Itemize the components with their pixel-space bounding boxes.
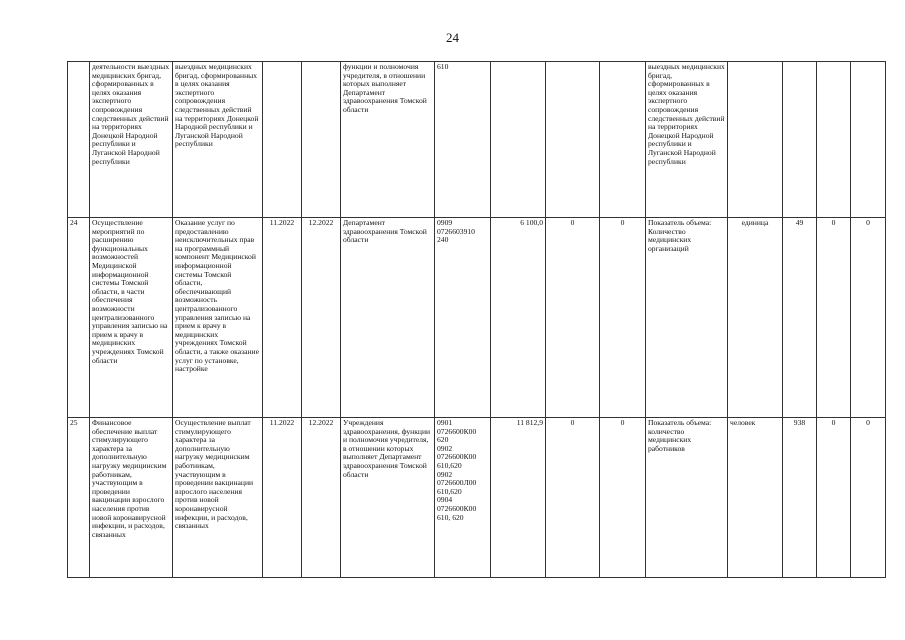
value-2: 0	[546, 418, 600, 578]
end-date: 12.2022	[302, 418, 341, 578]
amount	[491, 62, 546, 218]
table-row	[68, 218, 886, 418]
event-description: Оказание услуг по предоставлению неисключительных прав на программный компонент Медицинской информационной системы Томской области, обеспечивающий возможность централизованного управления записью на прием к врачу в медицинских учреждениях Томской области, а также оказание услуг по установке, настройке	[173, 218, 263, 418]
indicator-value-3: 0	[851, 218, 886, 418]
unit: единица	[728, 218, 783, 418]
indicator: Показатель объема: Количество медицинских организаций	[646, 218, 728, 418]
event-name: деятельности выездных медицинских бригад, сформированных в целях оказания экспертного сопровождения следственных действий на территориях Донецкой Народной республики и Луганской Народной республики	[90, 62, 173, 218]
indicator-value-2	[817, 62, 851, 218]
indicator-value-2: 0	[817, 418, 851, 578]
start-date: 11.2022	[263, 418, 302, 578]
indicator-value-3	[851, 62, 886, 218]
executor: функции и полномочия учредителя, в отношении которых выполняет Департамент здравоохранения Томской области	[341, 62, 435, 218]
end-date	[302, 62, 341, 218]
row-number	[68, 62, 90, 218]
amount: 11 812,9	[491, 418, 546, 578]
indicator: Показатель объема: количество медицинских работников	[646, 418, 728, 578]
row-number: 24	[68, 218, 90, 418]
start-date	[263, 62, 302, 218]
value-2: 0	[546, 218, 600, 418]
unit	[728, 62, 783, 218]
event-description: Осуществление выплат стимулирующего характера за дополнительную нагрузку медицинским работникам, участвующим в проведении вакцинации взрослого населения против новой коронавирусной инфекции, и расходов, связанных	[173, 418, 263, 578]
indicator-value-1: 938	[783, 418, 817, 578]
budget-code: 610	[435, 62, 491, 218]
amount: 6 100,0	[491, 218, 546, 418]
executor: Департамент здравоохранения Томской области	[341, 218, 435, 418]
page-number: 24	[446, 30, 459, 45]
value-3	[600, 62, 646, 218]
event-name: Осуществление мероприятий по расширению функциональных возможностей Медицинской информационной системы Томской области, в части обеспечения возможности централизованного управления записью на прием к врачу в медицинских учреждениях Томской области	[90, 218, 173, 418]
row-number: 25	[68, 418, 90, 578]
indicator: выездных медицинских бригад, сформированных в целях оказания экспертного сопровождения следственных действий на территориях Донецкой Народной республики и Луганской Народной республики	[646, 62, 728, 218]
start-date: 11.2022	[263, 218, 302, 418]
event-name: Финансовое обеспечение выплат стимулирующего характера за дополнительную нагрузку медицинским работникам, участвующим в проведении вакцинации взрослого населения против новой коронавирусной инфекции, и расходов, связанных	[90, 418, 173, 578]
budget-code: 0909 0726603910 240	[435, 218, 491, 418]
executor: Учреждения здравоохранения, функции и полномочия учредителя, в отношении которых выполняет Департамент здравоохранения Томской области	[341, 418, 435, 578]
indicator-value-1	[783, 62, 817, 218]
end-date: 12.2022	[302, 218, 341, 418]
value-2	[546, 62, 600, 218]
unit: человек	[728, 418, 783, 578]
table-row	[68, 418, 886, 578]
indicator-value-1: 49	[783, 218, 817, 418]
indicator-value-3: 0	[851, 418, 886, 578]
budget-code: 0901 0726600К00 620 0902 0726600К00 610,620 0902 0726600Л00 610,620 0904 0726600К00 610, 620	[435, 418, 491, 578]
indicator-value-2: 0	[817, 218, 851, 418]
value-3: 0	[600, 218, 646, 418]
event-description: выездных медицинских бригад, сформированных в целях оказания экспертного сопровождения следственных действий на территориях Донецкой Народной республики и Луганской Народной республики	[173, 62, 263, 218]
budget-table	[67, 61, 886, 578]
value-3: 0	[600, 418, 646, 578]
table-row	[68, 62, 886, 218]
